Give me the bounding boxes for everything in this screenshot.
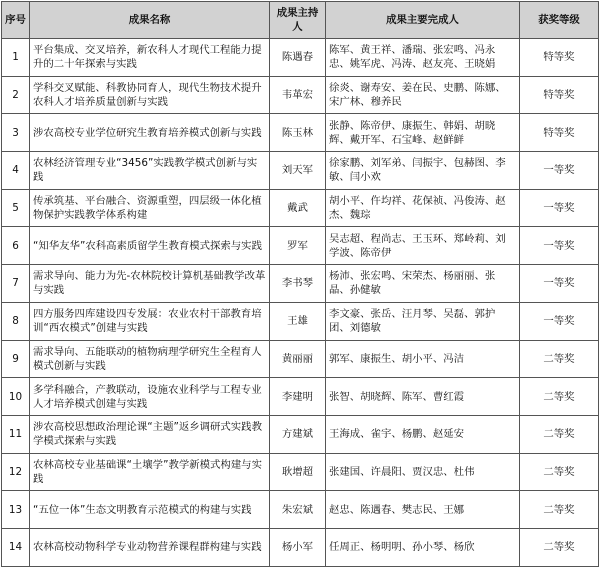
cell-level: 二等奖 [520,491,599,529]
table-row [2,39,599,77]
cell-title: 需求导向、能力为先-农林院校计算机基础教学改革与实践 [30,265,270,303]
cell-level: 特等奖 [520,76,599,114]
cell-title: 四方服务四库建设四专发展：农业农村干部教育培训“西农模式”创建与实践 [30,302,270,340]
table-row [2,528,599,566]
cell-host: 黄丽丽 [270,340,326,378]
cell-title: 涉农高校专业学位研究生教育培养模式创新与实践 [30,114,270,152]
cell-no: 7 [2,265,30,303]
cell-members: 吴志超、程尚志、王玉环、郑岭莉、刘学波、陈帝伊 [326,227,520,265]
cell-members: 徐炎、谢寿安、姜在民、史鹏、陈娜、宋广林、穆养民 [326,76,520,114]
cell-no: 11 [2,415,30,453]
cell-no: 12 [2,453,30,491]
cell-title: 农林高校动物科学专业动物营养课程群构建与实践 [30,528,270,566]
cell-title: 平台集成、交叉培养，新农科人才现代工程能力提升的二十年探索与实践 [30,39,270,77]
cell-title: 涉农高校思想政治理论课“主题”返乡调研式实践教学模式探索与实践 [30,415,270,453]
cell-no: 9 [2,340,30,378]
header-title: 成果名称 [30,2,270,39]
cell-host: 杨小军 [270,528,326,566]
cell-members: 王海成、雀宇、杨鹏、赵延安 [326,415,520,453]
cell-title: 需求导向、五能联动的植物病理学研究生全程育人模式创新与实践 [30,340,270,378]
table-row [2,415,599,453]
cell-members: 杨沛、张宏鸣、宋荣杰、杨丽丽、张晶、孙健敏 [326,265,520,303]
cell-no: 2 [2,76,30,114]
table-row [2,227,599,265]
cell-title: 传承筑基、平台融合、资源重塑，四层级一体化植物保护实践教学体系构建 [30,189,270,227]
table-row [2,302,599,340]
cell-title: 学科交叉赋能、科教协同育人，现代生物技术提升农科人才培养质量创新与实践 [30,76,270,114]
awards-table [1,1,599,567]
table-row [2,114,599,152]
cell-host: 韦革宏 [270,76,326,114]
cell-host: 罗军 [270,227,326,265]
table-row [2,152,599,190]
cell-members: 张建国、许晨阳、贾汉忠、杜伟 [326,453,520,491]
cell-no: 4 [2,152,30,190]
header-members: 成果主要完成人 [326,2,520,39]
cell-no: 6 [2,227,30,265]
table-row [2,76,599,114]
cell-members: 张智、胡晓辉、陈军、曹红霞 [326,378,520,416]
table-row [2,265,599,303]
cell-host: 陈遇春 [270,39,326,77]
cell-level: 特等奖 [520,39,599,77]
cell-no: 8 [2,302,30,340]
cell-no: 10 [2,378,30,416]
cell-members: 赵忠、陈遇春、樊志民、王娜 [326,491,520,529]
cell-host: 李书琴 [270,265,326,303]
header-level: 获奖等级 [520,2,599,39]
cell-host: 王雄 [270,302,326,340]
cell-level: 一等奖 [520,302,599,340]
cell-level: 二等奖 [520,528,599,566]
cell-members: 徐家鹏、刘军弟、闫振宇、包赫图、李敏、闫小欢 [326,152,520,190]
cell-level: 一等奖 [520,227,599,265]
cell-no: 5 [2,189,30,227]
header-host: 成果主持人 [270,2,326,39]
cell-host: 耿增超 [270,453,326,491]
table-row [2,189,599,227]
cell-title: 多学科融合，产教联动，设施农业科学与工程专业人才培养模式创建与实践 [30,378,270,416]
cell-members: 郭军、康振生、胡小平、冯洁 [326,340,520,378]
cell-host: 朱宏斌 [270,491,326,529]
cell-level: 一等奖 [520,189,599,227]
cell-members: 陈军、黄王祥、潘瑞、张宏鸣、冯永忠、姚军虎、冯涛、赵友亮、王晓娟 [326,39,520,77]
cell-level: 二等奖 [520,453,599,491]
cell-no: 3 [2,114,30,152]
cell-title: “知华友华”农科高素质留学生教育模式探索与实践 [30,227,270,265]
header-no: 序号 [2,2,30,39]
cell-no: 13 [2,491,30,529]
cell-host: 李建明 [270,378,326,416]
cell-host: 刘天军 [270,152,326,190]
table-row [2,378,599,416]
cell-host: 方建斌 [270,415,326,453]
cell-host: 陈玉林 [270,114,326,152]
table-row [2,340,599,378]
cell-members: 张静、陈帝伊、康振生、韩娟、胡晓辉、戴开军、石宝峰、赵鲜鲜 [326,114,520,152]
cell-members: 李文豪、张岳、汪月琴、吴磊、郭护团、刘德敏 [326,302,520,340]
cell-level: 二等奖 [520,415,599,453]
cell-members: 胡小平、仵均祥、花保祯、冯俊涛、赵杰、魏琮 [326,189,520,227]
cell-title: 农林经济管理专业“3456”实践教学模式创新与实践 [30,152,270,190]
cell-no: 14 [2,528,30,566]
cell-level: 特等奖 [520,114,599,152]
cell-host: 戴武 [270,189,326,227]
cell-level: 二等奖 [520,340,599,378]
cell-level: 二等奖 [520,378,599,416]
table-row [2,453,599,491]
cell-title: 农林高校专业基础课“土壤学”教学新模式构建与实践 [30,453,270,491]
header-row [2,2,599,39]
cell-title: “五位一体”生态文明教育示范模式的构建与实践 [30,491,270,529]
cell-level: 一等奖 [520,265,599,303]
cell-level: 一等奖 [520,152,599,190]
cell-members: 任周正、杨明明、孙小琴、杨欣 [326,528,520,566]
cell-no: 1 [2,39,30,77]
table-row [2,491,599,529]
